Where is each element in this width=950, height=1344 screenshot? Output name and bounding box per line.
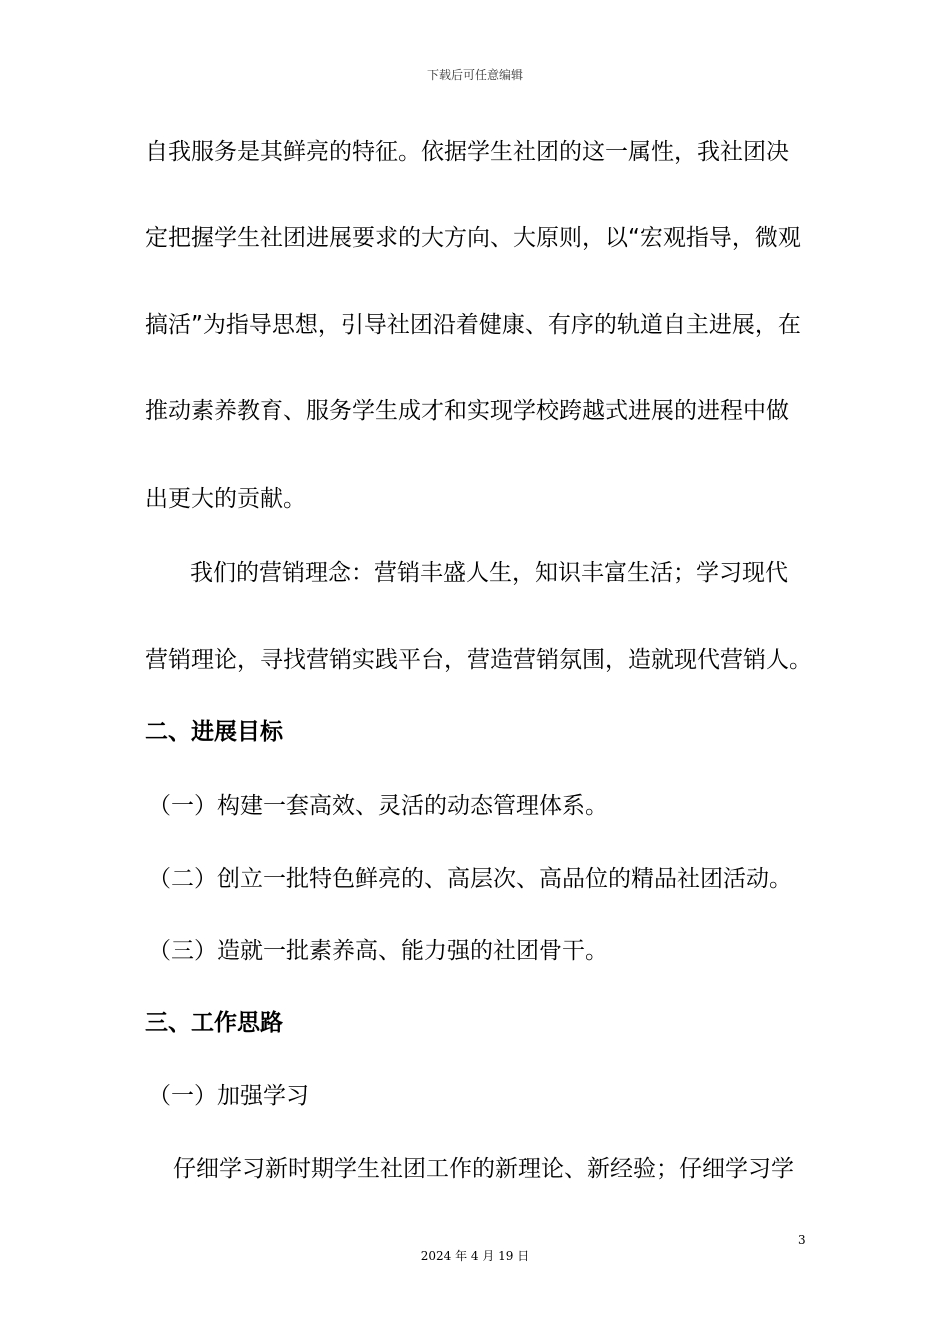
page-number: 3 [798, 1233, 806, 1247]
body-line-last: 仔细学习新时期学生社团工作的新理论、新经验；仔细学习学 [173, 1156, 794, 1182]
page-header: 下载后可任意编辑 [426, 68, 523, 82]
subsection-heading-study: （一）加强学习 [148, 1083, 309, 1109]
body-line-2: 定把握学生社团进展要求的大方向、大原则，以“宏观指导，微观 [145, 225, 801, 251]
body-line-5: 出更大的贡献。 [145, 486, 306, 512]
goal-item-3: （三）造就一批素养高、能力强的社团骨干。 [148, 938, 608, 964]
body-line-3: 搞活”为指导思想，引导社团沿着健康、有序的轨道自主进展，在 [145, 312, 801, 338]
section-heading-goals: 二、进展目标 [145, 719, 283, 745]
body-line-1: 自我服务是其鲜亮的特征。依据学生社团的这一属性，我社团决 [145, 139, 789, 165]
goal-item-1: （一）构建一套高效、灵活的动态管理体系。 [148, 793, 608, 819]
body-line-6: 我们的营销理念：营销丰盛人生，知识丰富生活；学习现代 [190, 560, 788, 586]
body-line-7: 营销理论，寻找营销实践平台，营造营销氛围，造就现代营销人。 [145, 647, 812, 673]
body-line-4: 推动素养教育、服务学生成才和实现学校跨越式进展的进程中做 [145, 398, 789, 424]
footer-date: 2024 年 4 月 19 日 [420, 1249, 530, 1263]
goal-item-2: （二）创立一批特色鲜亮的、高层次、高品位的精品社团活动。 [148, 866, 792, 892]
section-heading-approach: 三、工作思路 [145, 1010, 283, 1036]
